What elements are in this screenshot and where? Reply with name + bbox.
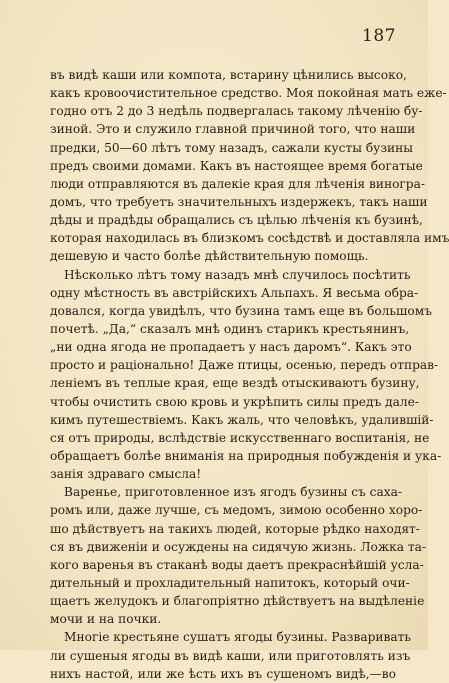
text-line: обращаетъ болѣе вниманія на природныя побужденія и ука- — [50, 448, 442, 463]
text-line: ся отъ природы, вслѣдствіе искусственнаго воспитанія, не — [50, 430, 430, 445]
text-line: ромъ или, даже лучше, съ медомъ, зимою особенно хоро- — [50, 503, 423, 518]
text-line: ли сушеныя ягоды въ видѣ каши, или приготовлять изъ — [50, 648, 411, 663]
text-line: ся въ движеніи и осуждены на сидячую жизнь. Ложка та- — [50, 539, 426, 554]
text-line: мочи и на почки. — [50, 612, 162, 627]
text-line: кого варенья въ стаканѣ воды даетъ прекраснѣйшій усла- — [50, 557, 424, 572]
text-line: дѣды и прадѣды обращались съ цѣлью лѣченія къ бузинѣ, — [50, 213, 423, 228]
text-line: зиной. Это и служило главной причиной того, что наши — [50, 122, 416, 137]
text-line: шо дѣйствуетъ на такихъ людей, которые рѣдко находят- — [50, 521, 420, 536]
text-line: дешевую и часто болѣе дѣйствительную помощь. — [50, 249, 369, 264]
page-number: 187 — [362, 26, 396, 46]
text-line: довался, когда увидѣлъ, что бузина тамъ еще въ большомъ — [50, 303, 432, 318]
body-text — [50, 66, 449, 683]
text-line: предъ своими домами. Какъ въ настоящее время богатые — [50, 158, 423, 173]
text-line: люди отправляются въ далекіе края для лѣченія виногра- — [50, 176, 425, 191]
text-line: предки, 50—60 лѣтъ тому назадъ, сажали кусты бузины — [50, 140, 413, 155]
text-line: какъ кровоочистительное средство. Моя покойная мать еже- — [50, 86, 447, 101]
text-line: одну мѣстность въ австрійскихъ Альпахъ. Я весьма обра- — [50, 285, 419, 300]
text-line: „ни одна ягода не пропадаетъ у насъ даромъ“. Какъ это — [50, 340, 412, 355]
text-line: кимъ путешествіемъ. Какъ жаль, что человѣкъ, удалившій- — [50, 412, 434, 427]
text-line: Варенье, приготовленное изъ ягодъ бузины съ саха- — [64, 485, 403, 500]
text-line: просто и раціонально! Даже птицы, осенью, передъ отправ- — [50, 358, 439, 373]
text-line: нихъ настой, или же ѣсть ихъ въ сушеномъ видѣ,—во — [50, 666, 396, 681]
text-line: леніемъ въ теплые края, еще вездѣ отыскиваютъ бузину, — [50, 376, 420, 391]
text-line: чтобы очистить свою кровь и укрѣпить силы предъ дале- — [50, 394, 419, 409]
text-line: Многіе крестьяне сушатъ ягоды бузины. Разваривать — [64, 630, 412, 645]
text-line: домъ, что требуетъ значительныхъ издержекъ, такъ наши — [50, 194, 428, 209]
text-line: въ видѣ каши или компота, встарину цѣнились высоко, — [50, 68, 407, 82]
text-line: Нѣсколько лѣтъ тому назадъ мнѣ случилось посѣтить — [64, 267, 411, 282]
text-line: годно отъ 2 до 3 недѣль подвергалась такому лѣченію бу- — [50, 104, 423, 119]
text-line: занія здраваго смысла! — [50, 467, 202, 482]
text-line: почетѣ. „Да,“ сказалъ мнѣ одинъ старикъ крестьянинъ, — [50, 321, 410, 336]
text-line: щаетъ желудокъ и благопріятно дѣйствуетъ на выдѣленіе — [50, 594, 425, 609]
text-line: которая находилась въ близкомъ сосѣдствѣ и доставляла имъ — [50, 231, 449, 246]
text-line: дительный и прохладительный напитокъ, который очи- — [50, 575, 410, 590]
